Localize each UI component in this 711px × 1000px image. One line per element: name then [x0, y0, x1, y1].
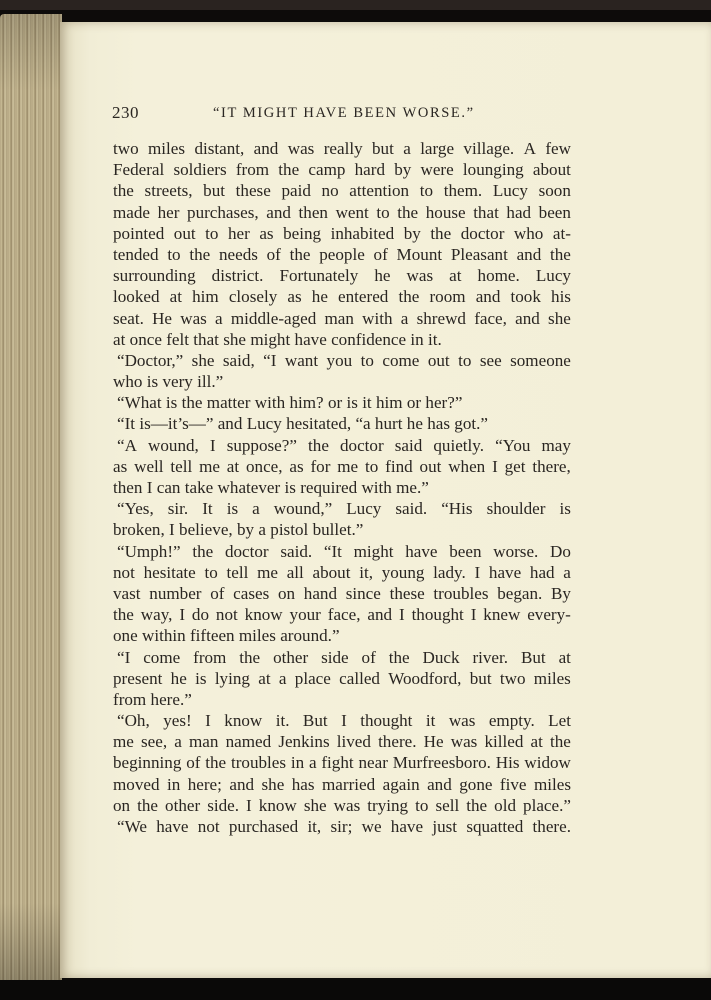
- text-line: “We have not purchased it, sir; we have just squatted there.: [117, 817, 571, 836]
- text-line: who is very ill.”: [113, 372, 224, 392]
- text-line: seat. He was a middle-aged man with a shrewd face, and she: [113, 308, 571, 328]
- text-line: vast number of cases on hand since these troubles began. By: [113, 583, 571, 603]
- text-line: one within fifteen miles around.”: [113, 626, 340, 646]
- text-line: present he is lying at a place called Woodford, but two miles: [113, 668, 571, 688]
- text-line: as well tell me at once, as for me to find out when I get there,: [113, 456, 571, 476]
- text-line: “Umph!” the doctor said. “It might have been worse. Do: [117, 541, 571, 561]
- text-line: “It is—it’s—” and Lucy hesitated, “a hurt he has got.”: [117, 414, 489, 434]
- text-line: “Yes, sir. It is a wound,” Lucy said. “His shoulder is: [117, 499, 571, 519]
- text-line: two miles distant, and was really but a large village. A few: [113, 139, 571, 158]
- text-line: surrounding district. Fortunately he was at home. Lucy: [113, 266, 571, 286]
- text-line: “I come from the other side of the Duck river. But at: [117, 647, 571, 667]
- text-line: the streets, but these paid no attention to them. Lucy soon: [113, 181, 571, 201]
- book-page-edges: [0, 14, 62, 980]
- page-header: [112, 103, 572, 127]
- text-line: the way, I do not know your face, and I thought I knew every-: [113, 605, 571, 625]
- text-line: me see, a man named Jenkins lived there. He was killed at the: [113, 732, 571, 752]
- text-line: made her purchases, and then went to the house that had been: [113, 202, 571, 222]
- text-line: “Oh, yes! I know it. But I thought it was empty. Let: [117, 711, 571, 731]
- text-line: beginning of the troubles in a fight near Murfreesboro. His widow: [113, 753, 571, 773]
- bottom-scan-edge: [0, 980, 711, 1000]
- text-line: tended to the needs of the people of Mount Pleasant and the: [113, 244, 571, 264]
- text-line: from here.”: [113, 689, 192, 709]
- text-line: looked at him closely as he entered the room and took his: [113, 287, 571, 307]
- body-text: [113, 138, 571, 837]
- text-line: pointed out to her as being inhabited by the doctor who at-: [113, 223, 571, 243]
- text-line: Federal soldiers from the camp hard by were lounging about: [113, 160, 571, 180]
- text-line: “A wound, I suppose?” the doctor said quietly. “You may: [117, 435, 571, 455]
- text-line: not hesitate to tell me all about it, young lady. I have had a: [113, 562, 571, 582]
- text-line: on the other side. I know she was trying to sell the old place.”: [113, 795, 571, 815]
- text-line: “Doctor,” she said, “I want you to come out to see someone: [117, 350, 571, 370]
- text-line: then I can take whatever is required with me.”: [113, 478, 429, 497]
- running-head: “IT MIGHT HAVE BEEN WORSE.”: [213, 105, 475, 121]
- text-line: moved in here; and she has married again and gone five miles: [113, 774, 571, 794]
- top-scan-edge: [0, 0, 711, 10]
- text-line: “What is the matter with him? or is it him or her?”: [117, 393, 463, 413]
- text-line: broken, I believe, by a pistol bullet.”: [113, 520, 364, 540]
- text-line: at once felt that she might have confidence in it.: [113, 329, 442, 349]
- page-number: 230: [112, 103, 139, 122]
